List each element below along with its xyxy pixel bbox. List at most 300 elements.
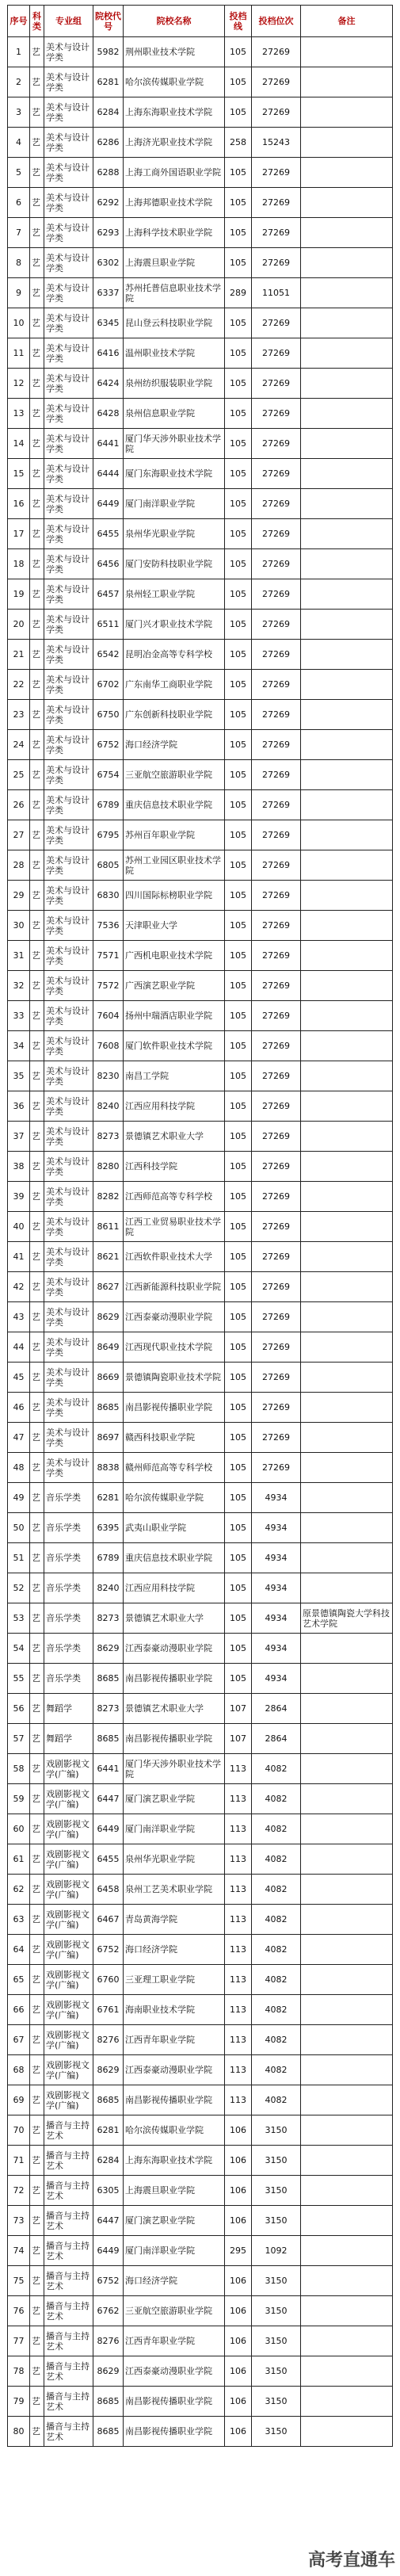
cell-rank: 3150 <box>252 2146 301 2176</box>
cell-score-line: 105 <box>225 579 252 610</box>
cell-rank: 4082 <box>252 1875 301 1905</box>
cell-rank: 27269 <box>252 1272 301 1302</box>
cell-school-code: 8697 <box>93 1423 124 1453</box>
cell-major-group: 美术与设计学类 <box>44 37 93 67</box>
cell-rank: 2864 <box>252 1724 301 1754</box>
table-row <box>8 2025 393 2055</box>
cell-rank: 27269 <box>252 67 301 97</box>
cell-school-name: 江西师范高等专科学校 <box>124 1182 225 1212</box>
cell-score-line: 105 <box>225 188 252 218</box>
cell-school-name: 泉州信息职业学院 <box>124 399 225 429</box>
cell-seq: 80 <box>8 2417 30 2447</box>
cell-school-name: 泉州轻工职业学院 <box>124 579 225 610</box>
cell-score-line: 105 <box>225 1513 252 1543</box>
cell-major-group: 美术与设计学类 <box>44 158 93 188</box>
cell-rank: 27269 <box>252 399 301 429</box>
cell-major-group: 美术与设计学类 <box>44 881 93 911</box>
cell-school-code: 6752 <box>93 1935 124 1965</box>
cell-category: 艺 <box>30 2055 44 2085</box>
cell-school-name: 重庆信息技术职业学院 <box>124 1543 225 1573</box>
table-row <box>8 1513 393 1543</box>
cell-remark <box>301 459 393 489</box>
cell-remark <box>301 1182 393 1212</box>
table-row <box>8 2055 393 2085</box>
cell-school-code: 8685 <box>93 2417 124 2447</box>
header-school-code: 院校代号 <box>93 6 124 37</box>
table-row <box>8 1664 393 1694</box>
cell-seq: 8 <box>8 248 30 278</box>
cell-school-name: 厦门南洋职业学院 <box>124 1814 225 1844</box>
cell-seq: 73 <box>8 2206 30 2236</box>
cell-rank: 27269 <box>252 97 301 128</box>
cell-category: 艺 <box>30 1453 44 1483</box>
cell-school-code: 7536 <box>93 911 124 941</box>
cell-seq: 12 <box>8 369 30 399</box>
cell-category: 艺 <box>30 2356 44 2387</box>
cell-remark <box>301 188 393 218</box>
cell-remark <box>301 429 393 459</box>
table-row <box>8 1905 393 1935</box>
table-row <box>8 941 393 971</box>
cell-rank: 27269 <box>252 489 301 519</box>
cell-school-code: 6455 <box>93 1844 124 1875</box>
cell-score-line: 106 <box>225 2326 252 2356</box>
cell-score-line: 105 <box>225 97 252 128</box>
cell-category: 艺 <box>30 850 44 881</box>
cell-school-name: 厦门安防科技职业学院 <box>124 549 225 579</box>
cell-seq: 37 <box>8 1122 30 1152</box>
cell-score-line: 105 <box>225 158 252 188</box>
cell-school-code: 7604 <box>93 1001 124 1031</box>
cell-school-name: 南昌工学院 <box>124 1061 225 1091</box>
cell-school-code: 8685 <box>93 2387 124 2417</box>
cell-score-line: 105 <box>225 1182 252 1212</box>
cell-seq: 24 <box>8 730 30 760</box>
cell-category: 艺 <box>30 1573 44 1603</box>
cell-school-name: 南昌影视传播职业学院 <box>124 1724 225 1754</box>
cell-remark <box>301 1664 393 1694</box>
cell-score-line: 113 <box>225 1754 252 1784</box>
cell-score-line: 105 <box>225 1603 252 1634</box>
cell-school-code: 6761 <box>93 1995 124 2025</box>
cell-major-group: 美术与设计学类 <box>44 1272 93 1302</box>
cell-category: 艺 <box>30 1935 44 1965</box>
cell-score-line: 105 <box>225 1483 252 1513</box>
cell-score-line: 105 <box>225 248 252 278</box>
cell-school-name: 上海震旦职业学院 <box>124 248 225 278</box>
cell-school-name: 赣州师范高等专科学校 <box>124 1453 225 1483</box>
table-row <box>8 308 393 338</box>
cell-seq: 58 <box>8 1754 30 1784</box>
table-row <box>8 1001 393 1031</box>
header-category: 科类 <box>30 6 44 37</box>
cell-major-group: 音乐学类 <box>44 1483 93 1513</box>
cell-major-group: 美术与设计学类 <box>44 1182 93 1212</box>
cell-school-name: 江西科技学院 <box>124 1152 225 1182</box>
cell-school-code: 6455 <box>93 519 124 549</box>
table-row <box>8 429 393 459</box>
cell-rank: 3150 <box>252 2206 301 2236</box>
cell-school-name: 泉州华光职业学院 <box>124 519 225 549</box>
cell-school-name: 海南职业技术学院 <box>124 1995 225 2025</box>
cell-score-line: 105 <box>225 1272 252 1302</box>
cell-major-group: 音乐学类 <box>44 1603 93 1634</box>
cell-seq: 33 <box>8 1001 30 1031</box>
table-row <box>8 399 393 429</box>
cell-remark <box>301 1483 393 1513</box>
cell-score-line: 106 <box>225 2176 252 2206</box>
cell-school-code: 6441 <box>93 1754 124 1784</box>
table-row <box>8 1965 393 1995</box>
cell-seq: 6 <box>8 188 30 218</box>
cell-major-group: 戏剧影视文学(广编) <box>44 1814 93 1844</box>
cell-score-line: 105 <box>225 519 252 549</box>
cell-school-code: 6456 <box>93 549 124 579</box>
cell-category: 艺 <box>30 1875 44 1905</box>
cell-rank: 27269 <box>252 1393 301 1423</box>
cell-major-group: 美术与设计学类 <box>44 1001 93 1031</box>
cell-remark <box>301 1634 393 1664</box>
cell-seq: 43 <box>8 1302 30 1332</box>
cell-school-name: 上海东海职业技术学院 <box>124 2146 225 2176</box>
cell-category: 艺 <box>30 1302 44 1332</box>
cell-remark <box>301 399 393 429</box>
cell-school-code: 6284 <box>93 97 124 128</box>
cell-category: 艺 <box>30 941 44 971</box>
cell-school-name: 温州职业技术学院 <box>124 338 225 369</box>
cell-seq: 72 <box>8 2176 30 2206</box>
cell-remark <box>301 2055 393 2085</box>
cell-school-name: 江西青年职业学院 <box>124 2025 225 2055</box>
cell-major-group: 美术与设计学类 <box>44 429 93 459</box>
header-row <box>8 6 393 37</box>
cell-remark <box>301 1694 393 1724</box>
cell-school-code: 8240 <box>93 1573 124 1603</box>
cell-category: 艺 <box>30 128 44 158</box>
cell-score-line: 105 <box>225 1332 252 1363</box>
cell-score-line: 105 <box>225 1393 252 1423</box>
cell-rank: 27269 <box>252 579 301 610</box>
table-row <box>8 2146 393 2176</box>
cell-category: 艺 <box>30 1242 44 1272</box>
cell-school-code: 6458 <box>93 1875 124 1905</box>
cell-rank: 4082 <box>252 1814 301 1844</box>
cell-school-name: 苏州托普信息职业技术学院 <box>124 278 225 308</box>
cell-category: 艺 <box>30 1664 44 1694</box>
cell-remark <box>301 1453 393 1483</box>
cell-major-group: 播音与主持艺术 <box>44 2146 93 2176</box>
cell-school-name: 江西泰豪动漫职业学院 <box>124 1302 225 1332</box>
cell-seq: 11 <box>8 338 30 369</box>
cell-category: 艺 <box>30 730 44 760</box>
cell-seq: 41 <box>8 1242 30 1272</box>
cell-rank: 27269 <box>252 700 301 730</box>
cell-seq: 51 <box>8 1543 30 1573</box>
cell-rank: 4082 <box>252 2025 301 2055</box>
cell-major-group: 美术与设计学类 <box>44 519 93 549</box>
cell-school-code: 8629 <box>93 1302 124 1332</box>
cell-score-line: 105 <box>225 549 252 579</box>
cell-category: 艺 <box>30 2146 44 2176</box>
cell-school-code: 6750 <box>93 700 124 730</box>
cell-seq: 79 <box>8 2387 30 2417</box>
cell-seq: 1 <box>8 37 30 67</box>
cell-school-code: 8280 <box>93 1152 124 1182</box>
table-row <box>8 1302 393 1332</box>
cell-major-group: 音乐学类 <box>44 1573 93 1603</box>
cell-rank: 27269 <box>252 1031 301 1061</box>
cell-rank: 15243 <box>252 128 301 158</box>
cell-seq: 36 <box>8 1091 30 1122</box>
cell-remark <box>301 1423 393 1453</box>
cell-seq: 47 <box>8 1423 30 1453</box>
cell-major-group: 戏剧影视文学(广编) <box>44 1754 93 1784</box>
cell-rank: 27269 <box>252 1182 301 1212</box>
cell-score-line: 105 <box>225 1363 252 1393</box>
cell-school-code: 8621 <box>93 1242 124 1272</box>
cell-seq: 75 <box>8 2266 30 2296</box>
cell-major-group: 美术与设计学类 <box>44 1423 93 1453</box>
cell-seq: 45 <box>8 1363 30 1393</box>
table-row <box>8 2085 393 2115</box>
cell-category: 艺 <box>30 1423 44 1453</box>
cell-school-name: 江西泰豪动漫职业学院 <box>124 2356 225 2387</box>
cell-school-name: 海口经济学院 <box>124 2266 225 2296</box>
cell-score-line: 113 <box>225 1965 252 1995</box>
cell-rank: 27269 <box>252 941 301 971</box>
cell-major-group: 戏剧影视文学(广编) <box>44 1905 93 1935</box>
cell-score-line: 105 <box>225 37 252 67</box>
cell-score-line: 105 <box>225 790 252 820</box>
cell-school-name: 江西应用科技学院 <box>124 1091 225 1122</box>
cell-school-code: 8276 <box>93 2326 124 2356</box>
cell-seq: 61 <box>8 1844 30 1875</box>
cell-score-line: 105 <box>225 911 252 941</box>
cell-remark <box>301 1302 393 1332</box>
cell-score-line: 105 <box>225 700 252 730</box>
cell-major-group: 美术与设计学类 <box>44 188 93 218</box>
cell-school-code: 6542 <box>93 640 124 670</box>
cell-score-line: 113 <box>225 1995 252 2025</box>
cell-score-line: 105 <box>225 399 252 429</box>
cell-school-name: 南昌影视传播职业学院 <box>124 2085 225 2115</box>
cell-remark <box>301 248 393 278</box>
cell-major-group: 美术与设计学类 <box>44 1031 93 1061</box>
cell-category: 艺 <box>30 369 44 399</box>
cell-school-name: 广东创新科技职业学院 <box>124 700 225 730</box>
cell-remark <box>301 2266 393 2296</box>
cell-category: 艺 <box>30 820 44 850</box>
table-row <box>8 760 393 790</box>
cell-major-group: 戏剧影视文学(广编) <box>44 1995 93 2025</box>
cell-school-code: 6702 <box>93 670 124 700</box>
cell-category: 艺 <box>30 1031 44 1061</box>
cell-score-line: 105 <box>225 760 252 790</box>
cell-remark <box>301 278 393 308</box>
table-row <box>8 338 393 369</box>
cell-school-name: 天津职业大学 <box>124 911 225 941</box>
cell-school-name: 苏州百年职业学院 <box>124 820 225 850</box>
header-rank: 投档位次 <box>252 6 301 37</box>
cell-school-name: 苏州工业园区职业技术学院 <box>124 850 225 881</box>
cell-rank: 27269 <box>252 1152 301 1182</box>
cell-category: 艺 <box>30 429 44 459</box>
cell-category: 艺 <box>30 1332 44 1363</box>
cell-school-code: 6305 <box>93 2176 124 2206</box>
cell-major-group: 美术与设计学类 <box>44 369 93 399</box>
cell-school-name: 上海科学技术职业学院 <box>124 218 225 248</box>
cell-category: 艺 <box>30 218 44 248</box>
cell-remark <box>301 1001 393 1031</box>
header-remark: 备注 <box>301 6 393 37</box>
cell-category: 艺 <box>30 338 44 369</box>
table-row <box>8 1875 393 1905</box>
cell-rank: 3150 <box>252 2326 301 2356</box>
cell-seq: 49 <box>8 1483 30 1513</box>
cell-remark <box>301 911 393 941</box>
table-row <box>8 820 393 850</box>
cell-major-group: 音乐学类 <box>44 1513 93 1543</box>
cell-remark <box>301 820 393 850</box>
cell-seq: 77 <box>8 2326 30 2356</box>
cell-school-code: 8685 <box>93 1393 124 1423</box>
cell-major-group: 美术与设计学类 <box>44 459 93 489</box>
cell-school-code: 6441 <box>93 429 124 459</box>
cell-rank: 4082 <box>252 2055 301 2085</box>
cell-score-line: 105 <box>225 1031 252 1061</box>
cell-category: 艺 <box>30 1122 44 1152</box>
cell-category: 艺 <box>30 700 44 730</box>
cell-major-group: 美术与设计学类 <box>44 218 93 248</box>
cell-seq: 28 <box>8 850 30 881</box>
cell-category: 艺 <box>30 610 44 640</box>
cell-major-group: 美术与设计学类 <box>44 278 93 308</box>
table-row <box>8 1242 393 1272</box>
cell-rank: 27269 <box>252 1363 301 1393</box>
cell-school-code: 6449 <box>93 489 124 519</box>
cell-school-name: 江西新能源科技职业学院 <box>124 1272 225 1302</box>
cell-category: 艺 <box>30 1995 44 2025</box>
cell-seq: 25 <box>8 760 30 790</box>
cell-remark <box>301 2146 393 2176</box>
cell-major-group: 美术与设计学类 <box>44 911 93 941</box>
cell-major-group: 播音与主持艺术 <box>44 2326 93 2356</box>
cell-remark <box>301 549 393 579</box>
cell-score-line: 113 <box>225 1814 252 1844</box>
cell-school-code: 8669 <box>93 1363 124 1393</box>
cell-remark <box>301 2356 393 2387</box>
cell-school-name: 海口经济学院 <box>124 730 225 760</box>
header-major-group: 专业组 <box>44 6 93 37</box>
cell-seq: 39 <box>8 1182 30 1212</box>
cell-rank: 4082 <box>252 1844 301 1875</box>
cell-remark <box>301 610 393 640</box>
cell-school-code: 8611 <box>93 1212 124 1242</box>
cell-school-code: 6457 <box>93 579 124 610</box>
cell-school-name: 赣西科技职业学院 <box>124 1423 225 1453</box>
cell-school-name: 厦门演艺职业学院 <box>124 1784 225 1814</box>
cell-rank: 4934 <box>252 1603 301 1634</box>
cell-remark <box>301 97 393 128</box>
cell-school-code: 6447 <box>93 2206 124 2236</box>
cell-remark <box>301 670 393 700</box>
table-row <box>8 2326 393 2356</box>
cell-score-line: 113 <box>225 1935 252 1965</box>
cell-seq: 66 <box>8 1995 30 2025</box>
table-row <box>8 579 393 610</box>
cell-school-code: 6511 <box>93 610 124 640</box>
cell-remark <box>301 579 393 610</box>
cell-school-name: 昆山登云科技职业学院 <box>124 308 225 338</box>
cell-category: 艺 <box>30 2326 44 2356</box>
cell-school-code: 8282 <box>93 1182 124 1212</box>
cell-remark <box>301 489 393 519</box>
cell-score-line: 106 <box>225 2206 252 2236</box>
cell-score-line: 289 <box>225 278 252 308</box>
cell-score-line: 105 <box>225 1453 252 1483</box>
cell-major-group: 美术与设计学类 <box>44 1242 93 1272</box>
cell-school-code: 8240 <box>93 1091 124 1122</box>
cell-school-name: 哈尔滨传媒职业学院 <box>124 2115 225 2146</box>
cell-category: 艺 <box>30 489 44 519</box>
cell-score-line: 105 <box>225 1664 252 1694</box>
cell-major-group: 美术与设计学类 <box>44 670 93 700</box>
cell-category: 艺 <box>30 188 44 218</box>
table-row <box>8 1182 393 1212</box>
cell-major-group: 美术与设计学类 <box>44 760 93 790</box>
cell-category: 艺 <box>30 1393 44 1423</box>
table-row <box>8 1573 393 1603</box>
cell-school-name: 上海东海职业技术学院 <box>124 97 225 128</box>
table-row <box>8 1935 393 1965</box>
cell-seq: 17 <box>8 519 30 549</box>
cell-school-name: 厦门南洋职业学院 <box>124 489 225 519</box>
cell-rank: 4082 <box>252 1965 301 1995</box>
cell-rank: 27269 <box>252 730 301 760</box>
cell-school-code: 8838 <box>93 1453 124 1483</box>
cell-seq: 7 <box>8 218 30 248</box>
cell-category: 艺 <box>30 2417 44 2447</box>
cell-remark <box>301 730 393 760</box>
cell-major-group: 美术与设计学类 <box>44 730 93 760</box>
cell-category: 艺 <box>30 881 44 911</box>
table-row <box>8 640 393 670</box>
cell-rank: 3150 <box>252 2115 301 2146</box>
cell-seq: 31 <box>8 941 30 971</box>
cell-school-code: 6292 <box>93 188 124 218</box>
cell-rank: 27269 <box>252 248 301 278</box>
cell-seq: 46 <box>8 1393 30 1423</box>
cell-category: 艺 <box>30 640 44 670</box>
cell-category: 艺 <box>30 1182 44 1212</box>
cell-school-name: 江西工业贸易职业技术学院 <box>124 1212 225 1242</box>
cell-rank: 27269 <box>252 1302 301 1332</box>
cell-remark <box>301 881 393 911</box>
cell-score-line: 106 <box>225 2356 252 2387</box>
cell-score-line: 105 <box>225 369 252 399</box>
cell-score-line: 105 <box>225 1423 252 1453</box>
cell-school-code: 6281 <box>93 2115 124 2146</box>
cell-school-code: 6444 <box>93 459 124 489</box>
cell-school-code: 6286 <box>93 128 124 158</box>
cell-seq: 54 <box>8 1634 30 1664</box>
cell-score-line: 105 <box>225 459 252 489</box>
cell-major-group: 舞蹈学 <box>44 1694 93 1724</box>
cell-school-name: 厦门华天涉外职业技术学院 <box>124 1754 225 1784</box>
cell-rank: 27269 <box>252 850 301 881</box>
cell-school-code: 6449 <box>93 2236 124 2266</box>
cell-seq: 27 <box>8 820 30 850</box>
